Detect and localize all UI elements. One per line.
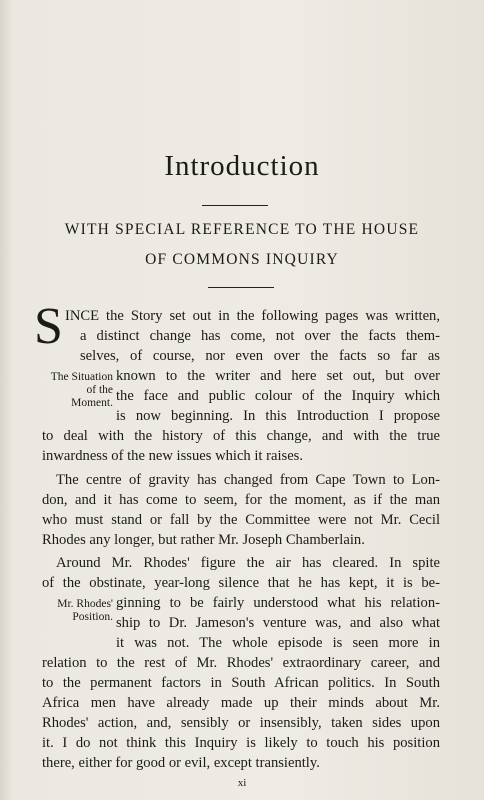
text-line: of the obstinate, year-long silence that he has kept, it is be- xyxy=(42,575,440,591)
text-line: to deal with the history of this change, and with the true xyxy=(42,428,440,444)
text-line: there, either for good or evil, except transiently. xyxy=(42,755,320,771)
chapter-title: Introduction xyxy=(164,150,320,182)
sidenote-line: Moment. xyxy=(71,397,113,409)
text-line: to the permanent factors in South African politics. In South xyxy=(42,675,440,691)
text-line: Rhodes any longer, but rather Mr. Joseph Chamberlain. xyxy=(42,532,365,548)
sidenote-position xyxy=(30,598,113,624)
text-line: ship to Dr. Jameson's venture was, and also what xyxy=(116,615,440,631)
page-number: xi xyxy=(237,777,247,789)
text-line: selves, of course, nor even over the facts so far as xyxy=(80,348,440,364)
text-line: it. I do not think this Inquiry is likely to touch his position xyxy=(42,735,440,751)
title-rule xyxy=(202,205,268,206)
text-line: ginning to be fairly understood what his relation- xyxy=(116,595,440,611)
text-line: known to the writer and here set out, but over xyxy=(116,368,440,384)
text-line: Africa men have already made up their minds about Mr. xyxy=(42,695,440,711)
text-line: inwardness of the new issues which it raises. xyxy=(42,448,304,464)
subtitle-line-2: OF COMMONS INQUIRY xyxy=(145,251,339,268)
text-line: it was not. The whole episode is seen more in xyxy=(116,635,440,651)
sidenote-line: of the xyxy=(86,384,113,396)
subtitle-rule xyxy=(208,287,274,288)
text-line: is now beginning. In this Introduction I propose xyxy=(116,408,440,424)
text-line: a distinct change has come, not over the facts them- xyxy=(80,328,440,344)
text-line: who must stand or fall by the Committee were not Mr. Cecil xyxy=(42,512,440,528)
text-line: Around Mr. Rhodes' figure the air has cleared. In spite xyxy=(56,555,440,571)
drop-cap: S xyxy=(34,298,63,355)
text-line: The centre of gravity has changed from Cape Town to Lon- xyxy=(56,472,440,488)
text-line: don, and it has come to seem, for the moment, as if the man xyxy=(42,492,440,508)
text-line: INCE the Story set out in the following pages was written, xyxy=(65,308,440,324)
sidenote-line: Mr. Rhodes' xyxy=(57,598,113,610)
sidenote-line: Position. xyxy=(72,611,113,623)
text-line: the face and public colour of the Inquiry which xyxy=(116,388,440,404)
sidenote-line: The Situation xyxy=(50,371,113,383)
text-line: relation to the rest of Mr. Rhodes' extraordinary career, and xyxy=(42,655,440,671)
sidenote-situation xyxy=(30,371,113,410)
text-line: Rhodes' action, and, sensibly or insensibly, taken sides upon xyxy=(42,715,440,731)
subtitle-line-1: WITH SPECIAL REFERENCE TO THE HOUSE xyxy=(64,221,420,238)
